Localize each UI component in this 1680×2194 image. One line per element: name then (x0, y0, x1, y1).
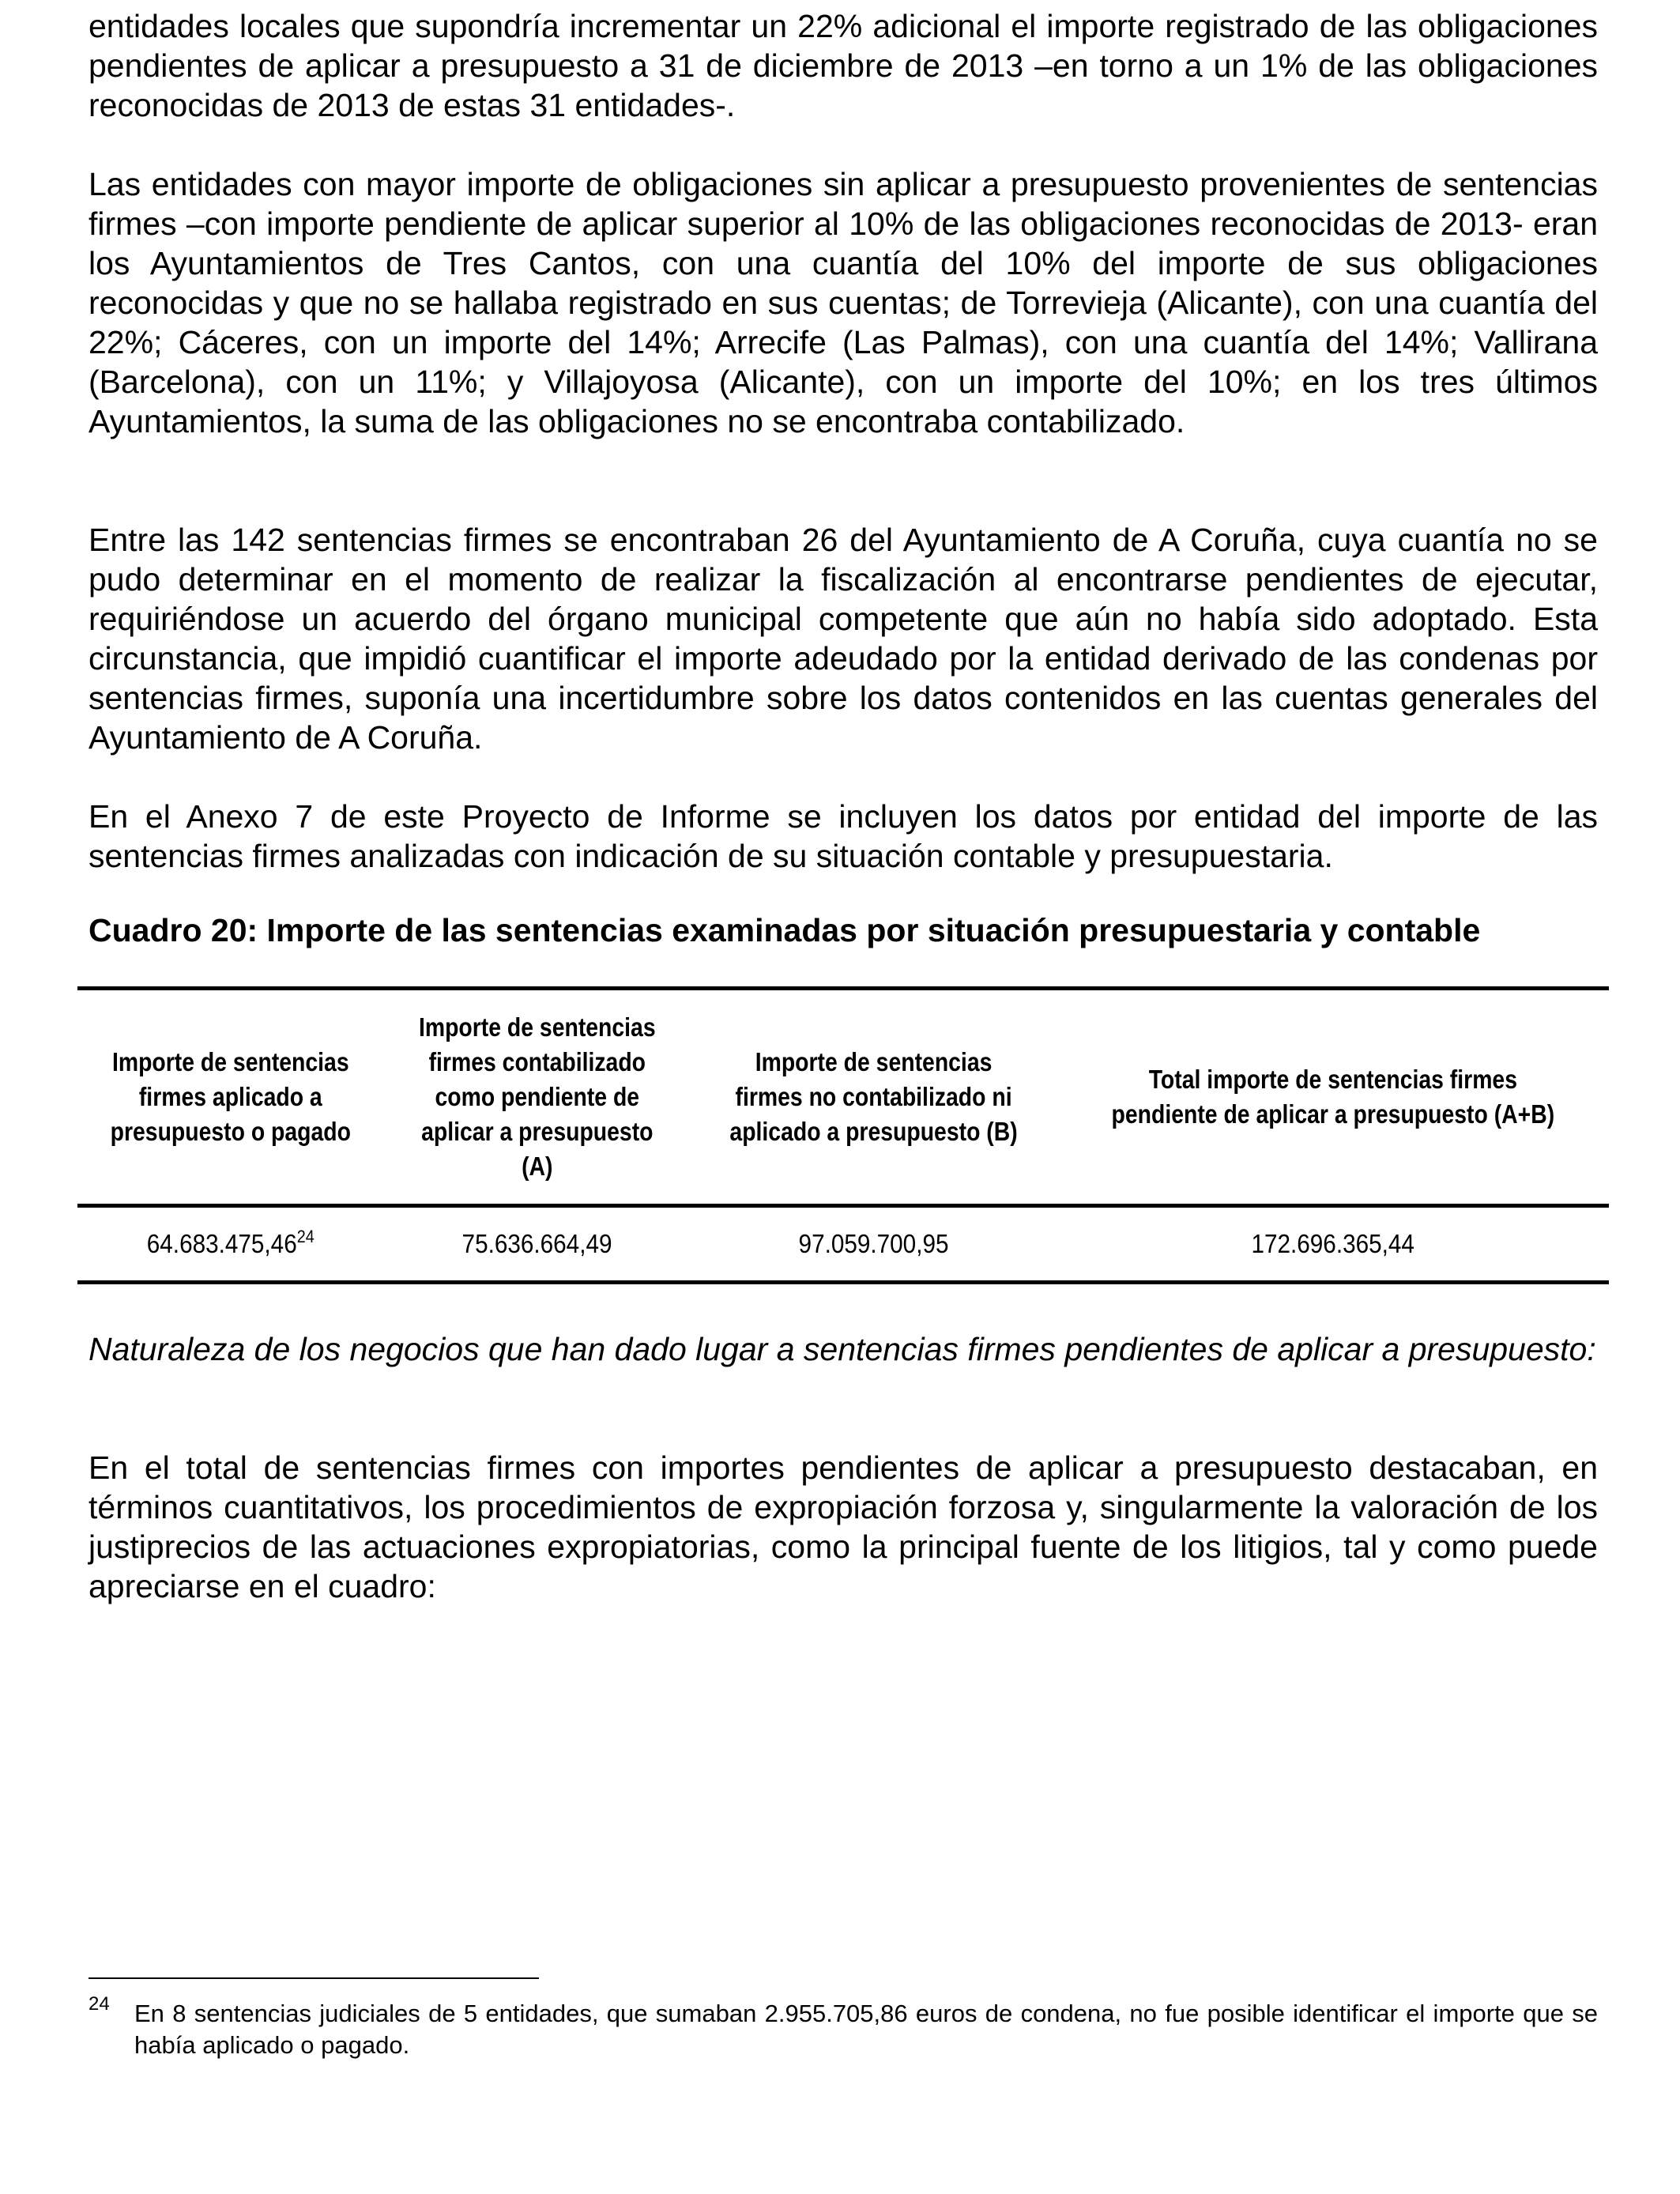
table-row (77, 1206, 1609, 1283)
cell-no-contabilizado: 97.059.700,95 (798, 1229, 949, 1258)
sentencias-table (77, 986, 1609, 1284)
paragraph-sentencias-coruna: Entre las 142 sentencias firmes se encontraban 26 del Ayuntamiento de A Coruña, cuya cuantía no se pudo determinar en el momento de realizar la fiscalización al encontrarse pendientes de ejecutar, requiriéndose un acuerdo del órgano municipal competente que aún no había sido adoptado. Esta circunstancia, que impidió cuantificar el importe adeudado por la entidad derivado de las condenas por sentencias firmes, suponía una incertidumbre sobre los datos contenidos en las cuentas generales del Ayuntamiento de A Coruña. (89, 522, 1598, 756)
header-aplicado-pagado: Importe de sentencias firmes aplicado a presupuesto o pagado (110, 1047, 351, 1146)
header-total-pendiente: Total importe de sentencias firmes pendiente de aplicar a presupuesto (A+B) (1111, 1065, 1555, 1129)
footnote-reference[interactable]: 24 (296, 1227, 315, 1246)
paragraph-expropiacion: En el total de sentencias firmes con importes pendientes de aplicar a presupuesto destacaban, en términos cuantitativos, los procedimientos de expropiación forzosa y, singularmente la valoración de los justiprecios de las actuaciones expropiatorias, como la principal fuente de los litigios, tal y como puede apreciarse en el cuadro: (89, 1449, 1598, 1604)
table-caption: Cuadro 20: Importe de las sentencias examinadas por situación presupuestaria y contable (89, 912, 1481, 948)
footnote-text: En 8 sentencias judiciales de 5 entidades, que sumaban 2.955.705,86 euros de condena, no fue posible identificar el importe que se había aplicado o pagado. (134, 2000, 1598, 2059)
header-no-contabilizado: Importe de sentencias firmes no contabilizado ni aplicado a presupuesto (B) (729, 1047, 1018, 1146)
value-aplicado-pagado: 64.683.475,46$^{24}$ (146, 1227, 315, 1258)
cell-aplicado-pagado (77, 1206, 384, 1283)
sentencias-table-wrapper (77, 986, 1609, 1284)
footnote-divider (89, 1977, 539, 1979)
header-contabilizado-pendiente: Importe de sentencias firmes contabilizado como pendiente de aplicar a presupuesto (A) (418, 1012, 656, 1181)
cell-total-pendiente: 172.696.365,44 (1251, 1229, 1415, 1258)
cell-contabilizado-pendiente: 75.636.664,49 (461, 1229, 612, 1258)
paragraph-entidades-locales: entidades locales que supondría incrementar un 22% adicional el importe registrado de las obligaciones pendientes de aplicar a presupuesto a 31 de diciembre de 2013 –en torno a un 1% de las obligaciones reconocidas de 2013 de estas 31 entidades-. (89, 8, 1598, 123)
table-header-row (77, 989, 1609, 1206)
footnote-number: 24 (89, 1993, 110, 2015)
paragraph-entidades-mayor-importe: Las entidades con mayor importe de obligaciones sin aplicar a presupuesto provenientes de sentencias firmes –con importe pendiente de aplicar superior al 10% de las obligaciones reconocidas de 2013- eran los Ayuntamientos de Tres Cantos, con una cuantía del 10% del importe de sus obligaciones reconocidas y que no se hallaba registrado en sus cuentas; de Torrevieja (Alicante), con una cuantía del 22%; Cáceres, con un importe del 14%; Arrecife (Las Palmas), con una cuantía del 14%; Vallirana (Barcelona), con un 11%; y Villajoyosa (Alicante), con un importe del 10%; en los tres últimos Ayuntamientos, la suma de las obligaciones no se encontraba contabilizado. (89, 166, 1598, 439)
paragraph-anexo-7: En el Anexo 7 de este Proyecto de Informe se incluyen los datos por entidad del importe de las sentencias firmes analizadas con indicación de su situación contable y presupuestaria. (89, 798, 1598, 874)
section-heading-naturaleza: Naturaleza de los negocios que han dado lugar a sentencias firmes pendientes de aplicar a presupuesto: (89, 1331, 1596, 1367)
